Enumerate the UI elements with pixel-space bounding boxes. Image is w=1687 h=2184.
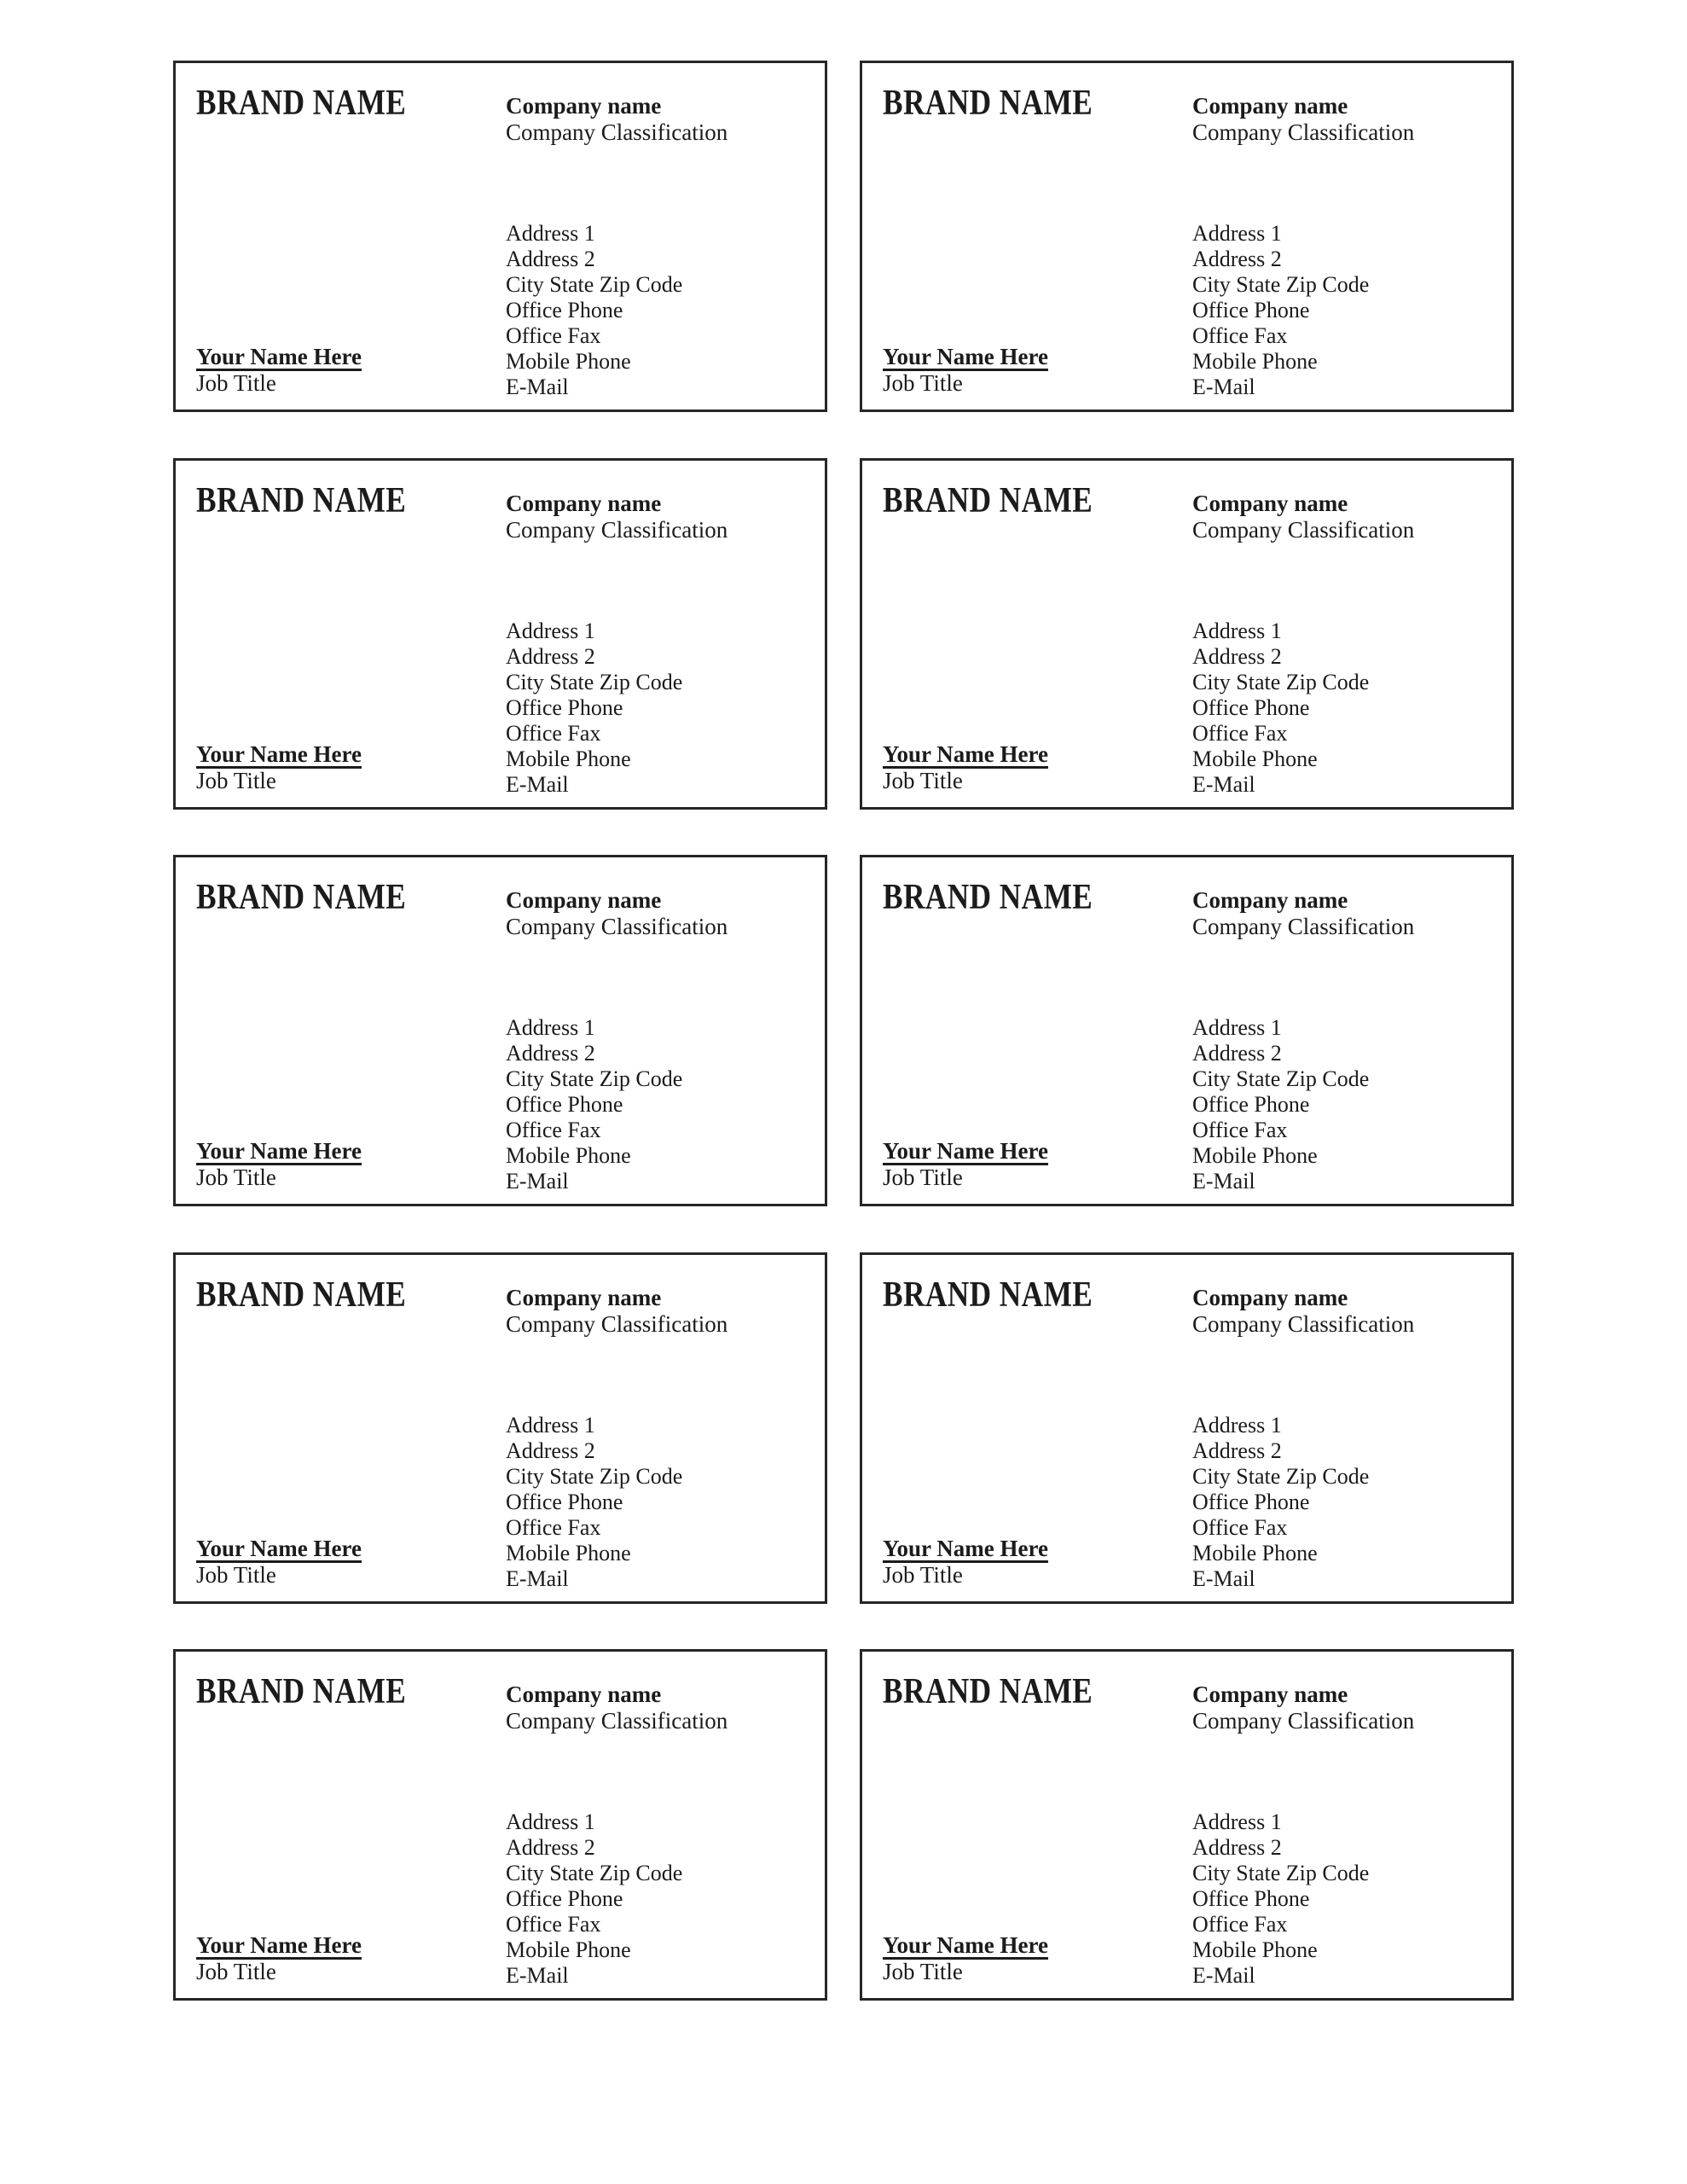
office-fax-line: Office Fax: [1192, 720, 1288, 746]
email-line: E-Mail: [506, 771, 569, 797]
business-card: [860, 458, 1514, 810]
contact-block: [883, 1138, 1048, 1191]
office-fax-line: Office Fax: [506, 1912, 601, 1937]
address-block: [506, 619, 682, 798]
brand-name-text: BRAND NAME: [883, 1275, 1093, 1315]
city-state-zip-line: City State Zip Code: [506, 272, 683, 297]
mobile-phone-line: Mobile Phone: [506, 1143, 631, 1168]
your-name-text: Your Name Here: [883, 1138, 1048, 1164]
company-classification-text: Company Classification: [1192, 119, 1415, 145]
job-title-text: Job Title: [883, 767, 963, 793]
address-block: [506, 221, 682, 400]
your-name-text: Your Name Here: [196, 1932, 362, 1958]
brand-name-text: BRAND NAME: [196, 1275, 407, 1315]
address-line-1: Address 1: [506, 618, 595, 643]
city-state-zip-line: City State Zip Code: [1192, 272, 1370, 297]
business-card: [173, 458, 827, 810]
your-name-text: Your Name Here: [883, 741, 1048, 767]
brand-name-text: BRAND NAME: [196, 878, 407, 917]
city-state-zip-line: City State Zip Code: [506, 1463, 683, 1489]
city-state-zip-line: City State Zip Code: [506, 669, 683, 694]
business-card: [860, 855, 1514, 1206]
company-block: [506, 1285, 728, 1338]
address-line-1: Address 1: [506, 1015, 595, 1040]
city-state-zip-line: City State Zip Code: [1192, 1066, 1370, 1091]
company-name-text: Company name: [506, 1284, 662, 1310]
mobile-phone-line: Mobile Phone: [506, 349, 631, 374]
office-phone-line: Office Phone: [506, 1092, 623, 1117]
your-name-text: Your Name Here: [196, 1138, 362, 1164]
office-fax-line: Office Fax: [1192, 1912, 1288, 1937]
office-fax-line: Office Fax: [506, 323, 601, 348]
email-line: E-Mail: [1192, 1963, 1255, 1988]
contact-block: [883, 344, 1048, 397]
your-name-text: Your Name Here: [196, 344, 362, 369]
company-name-text: Company name: [506, 1682, 662, 1707]
brand-name-text: BRAND NAME: [883, 878, 1093, 917]
job-title-text: Job Title: [196, 1561, 276, 1588]
brand-name-text: BRAND NAME: [883, 1672, 1093, 1711]
company-classification-text: Company Classification: [1192, 1708, 1415, 1734]
company-block: [1192, 491, 1414, 543]
address-block: [1192, 221, 1369, 400]
brand-name-text: BRAND NAME: [196, 84, 407, 123]
city-state-zip-line: City State Zip Code: [1192, 669, 1370, 694]
email-line: E-Mail: [1192, 1169, 1255, 1194]
mobile-phone-line: Mobile Phone: [1192, 746, 1318, 771]
address-line-1: Address 1: [506, 221, 595, 246]
address-block: [506, 1015, 682, 1194]
address-line-1: Address 1: [1192, 1015, 1282, 1040]
company-classification-text: Company Classification: [506, 914, 728, 939]
email-line: E-Mail: [506, 1565, 569, 1591]
address-line-2: Address 2: [1192, 643, 1282, 669]
address-block: [1192, 619, 1369, 798]
contact-block: [196, 741, 362, 794]
contact-block: [883, 741, 1048, 794]
office-phone-line: Office Phone: [506, 1489, 623, 1514]
your-name-text: Your Name Here: [196, 741, 362, 767]
address-line-2: Address 2: [506, 1041, 595, 1066]
address-block: [1192, 1413, 1369, 1592]
company-block: [506, 93, 728, 146]
company-block: [506, 887, 728, 940]
business-card: [860, 1252, 1514, 1604]
contact-block: [883, 1536, 1048, 1589]
company-classification-text: Company Classification: [1192, 516, 1415, 543]
address-line-2: Address 2: [506, 1438, 595, 1463]
company-classification-text: Company Classification: [506, 119, 728, 145]
company-block: [506, 491, 728, 543]
office-fax-line: Office Fax: [506, 1514, 601, 1540]
address-line-1: Address 1: [1192, 1412, 1282, 1438]
business-card: [173, 1649, 827, 2001]
address-line-1: Address 1: [1192, 221, 1282, 246]
address-block: [1192, 1015, 1369, 1194]
email-line: E-Mail: [506, 1963, 569, 1988]
address-line-2: Address 2: [1192, 247, 1282, 271]
business-card: [860, 61, 1514, 412]
office-phone-line: Office Phone: [1192, 298, 1310, 322]
mobile-phone-line: Mobile Phone: [1192, 1937, 1318, 1962]
company-name-text: Company name: [1192, 1284, 1348, 1310]
your-name-text: Your Name Here: [883, 344, 1048, 369]
contact-block: [196, 1536, 362, 1589]
job-title-text: Job Title: [883, 1165, 963, 1190]
business-card: [173, 61, 827, 412]
email-line: E-Mail: [1192, 771, 1255, 797]
company-name-text: Company name: [1192, 93, 1348, 119]
company-block: [506, 1682, 728, 1734]
job-title-text: Job Title: [196, 1959, 276, 1984]
office-fax-line: Office Fax: [506, 720, 601, 746]
company-block: [1192, 1682, 1414, 1734]
company-name-text: Company name: [506, 887, 662, 913]
company-block: [1192, 93, 1414, 146]
address-line-2: Address 2: [506, 247, 595, 271]
job-title-text: Job Title: [883, 370, 963, 396]
office-phone-line: Office Phone: [1192, 1886, 1310, 1911]
office-fax-line: Office Fax: [1192, 1514, 1288, 1540]
card-grid: [173, 61, 1514, 2001]
email-line: E-Mail: [506, 1169, 569, 1194]
brand-name-text: BRAND NAME: [196, 1672, 407, 1711]
contact-block: [196, 344, 362, 397]
business-card: [173, 855, 827, 1206]
address-line-1: Address 1: [1192, 618, 1282, 643]
business-card: [173, 1252, 827, 1604]
mobile-phone-line: Mobile Phone: [1192, 1143, 1318, 1168]
office-phone-line: Office Phone: [1192, 1092, 1310, 1117]
address-line-2: Address 2: [1192, 1438, 1282, 1463]
company-name-text: Company name: [506, 490, 662, 516]
office-fax-line: Office Fax: [1192, 323, 1288, 348]
company-name-text: Company name: [1192, 1682, 1348, 1707]
mobile-phone-line: Mobile Phone: [1192, 349, 1318, 374]
email-line: E-Mail: [1192, 1565, 1255, 1591]
company-classification-text: Company Classification: [506, 516, 728, 543]
office-phone-line: Office Phone: [506, 1886, 623, 1911]
job-title-text: Job Title: [196, 767, 276, 793]
contact-block: [196, 1932, 362, 1985]
company-classification-text: Company Classification: [506, 1310, 728, 1337]
contact-block: [883, 1932, 1048, 1985]
address-line-1: Address 1: [1192, 1809, 1282, 1834]
brand-name-text: BRAND NAME: [883, 84, 1093, 123]
mobile-phone-line: Mobile Phone: [506, 1937, 631, 1962]
address-line-1: Address 1: [506, 1809, 595, 1834]
company-classification-text: Company Classification: [1192, 914, 1415, 939]
company-block: [1192, 1285, 1414, 1338]
email-line: E-Mail: [506, 375, 569, 399]
company-name-text: Company name: [506, 93, 662, 119]
email-line: E-Mail: [1192, 375, 1255, 399]
company-name-text: Company name: [1192, 887, 1348, 913]
mobile-phone-line: Mobile Phone: [506, 1540, 631, 1565]
company-block: [1192, 887, 1414, 940]
company-name-text: Company name: [1192, 490, 1348, 516]
address-line-2: Address 2: [1192, 1041, 1282, 1066]
address-line-2: Address 2: [506, 1835, 595, 1860]
address-block: [506, 1413, 682, 1592]
city-state-zip-line: City State Zip Code: [1192, 1861, 1370, 1885]
city-state-zip-line: City State Zip Code: [506, 1066, 683, 1091]
job-title-text: Job Title: [196, 1165, 276, 1190]
brand-name-text: BRAND NAME: [196, 480, 407, 520]
job-title-text: Job Title: [196, 370, 276, 396]
contact-block: [196, 1138, 362, 1191]
your-name-text: Your Name Here: [883, 1535, 1048, 1561]
address-block: [1192, 1809, 1369, 1989]
office-fax-line: Office Fax: [1192, 1118, 1288, 1142]
address-line-2: Address 2: [1192, 1835, 1282, 1860]
brand-name-text: BRAND NAME: [883, 480, 1093, 520]
office-fax-line: Office Fax: [506, 1118, 601, 1142]
mobile-phone-line: Mobile Phone: [506, 746, 631, 771]
office-phone-line: Office Phone: [1192, 694, 1310, 720]
your-name-text: Your Name Here: [196, 1535, 362, 1561]
city-state-zip-line: City State Zip Code: [1192, 1463, 1370, 1489]
job-title-text: Job Title: [883, 1561, 963, 1588]
office-phone-line: Office Phone: [506, 694, 623, 720]
address-line-2: Address 2: [506, 643, 595, 669]
address-block: [506, 1809, 682, 1989]
city-state-zip-line: City State Zip Code: [506, 1861, 683, 1885]
mobile-phone-line: Mobile Phone: [1192, 1540, 1318, 1565]
address-line-1: Address 1: [506, 1412, 595, 1438]
office-phone-line: Office Phone: [506, 298, 623, 322]
your-name-text: Your Name Here: [883, 1932, 1048, 1958]
job-title-text: Job Title: [883, 1959, 963, 1984]
company-classification-text: Company Classification: [1192, 1310, 1415, 1337]
company-classification-text: Company Classification: [506, 1708, 728, 1734]
office-phone-line: Office Phone: [1192, 1489, 1310, 1514]
business-card: [860, 1649, 1514, 2001]
